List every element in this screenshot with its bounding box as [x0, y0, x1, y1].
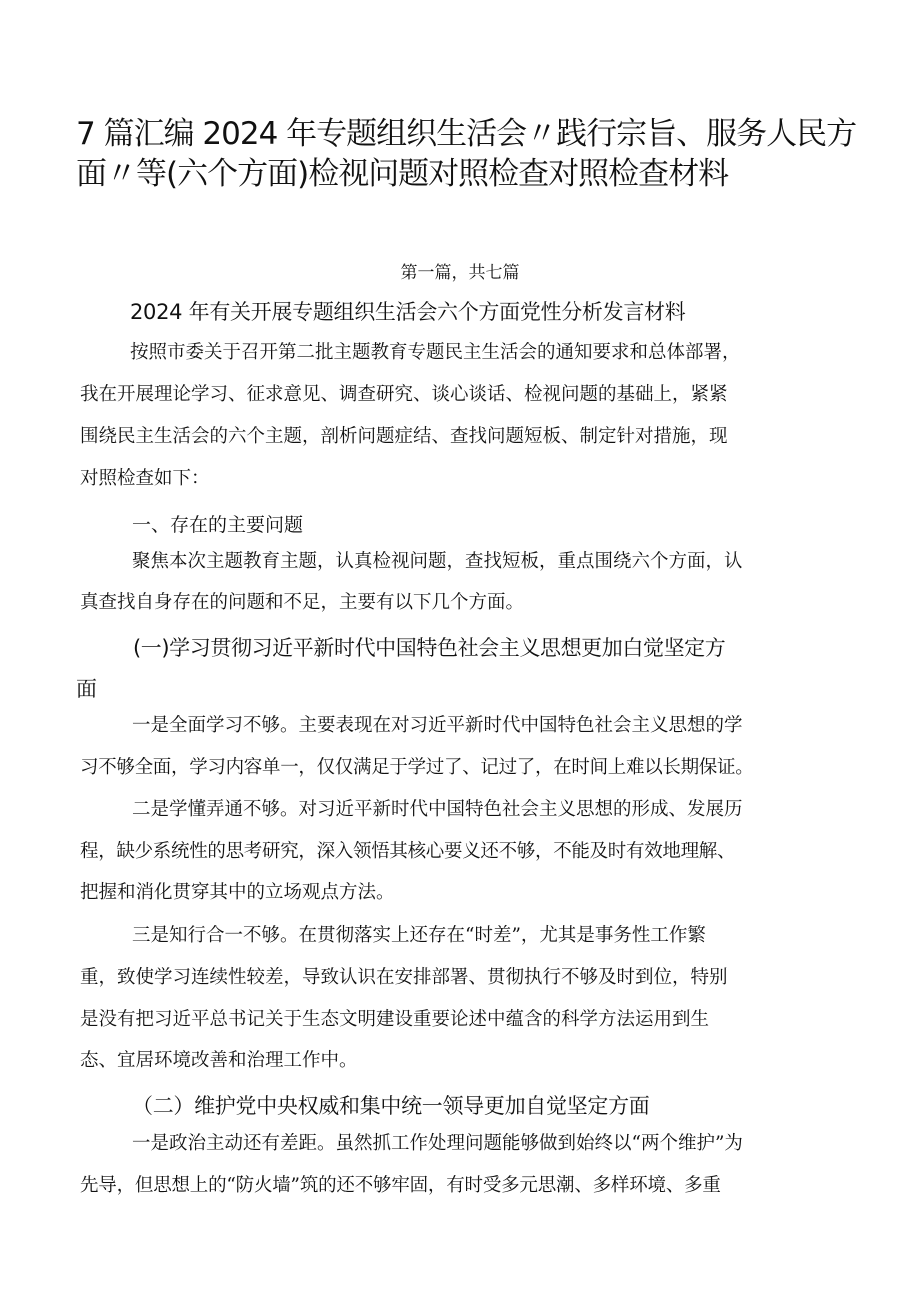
paragraph-line: 重，致使学习连续性较差，导致认识在安排部署、贯彻执行不够及时到位，特别 — [80, 967, 728, 988]
part-label: 第一篇，共七篇 — [400, 263, 520, 283]
paragraph-line: 先导，但思想上的“防火墙”筑的还不够牢固，有时受多元思潮、多样环境、多重 — [80, 1175, 721, 1196]
intro-line: 按照市委关于召开第二批主题教育专题民主生活会的通知要求和总体部署， — [130, 342, 741, 363]
paragraph-line: 把握和消化贯穿其中的立场观点方法。 — [80, 882, 395, 903]
paragraph-line: 二是学懂弄通不够。对习近平新时代中国特色社会主义思想的形成、发展历 — [132, 799, 743, 820]
paragraph-line: 一是政治主动还有差距。虽然抓工作处理问题能够做到始终以“两个维护”为 — [132, 1133, 743, 1154]
paragraph-line: 程，缺少系统性的思考研究，深入领悟其核心要义还不够，不能及时有效地理解、 — [80, 841, 736, 862]
paragraph-line: 习不够全面，学习内容单一，仅仅满足于学过了、记过了，在时间上难以长期保证。 — [80, 757, 754, 778]
title-line-2: 面〃等(六个方面)检视问题对照检查对照检查材料 — [76, 156, 729, 192]
subsection-heading: （二）维护党中央权威和集中统一领导更加自觉坚定方面 — [132, 1094, 650, 1118]
paragraph-line: 三是知行合一不够。在贯彻落实上还存在“时差”，尤其是事务性工作繁 — [132, 925, 706, 946]
section-heading: 一、存在的主要问题 — [132, 514, 304, 536]
intro-line: 我在开展理论学习、征求意见、调查研究、谈心谈话、检视问题的基础上，紧紧 — [80, 384, 728, 405]
paragraph-line: 是没有把习近平总书记关于生态文明建设重要论述中蕴含的科学方法运用到生 — [80, 1009, 710, 1030]
subsection-heading: 面 — [76, 677, 97, 701]
title-line-1: 7 篇汇编 2024 年专题组织生活会〃践行宗旨、服务人民方 — [76, 116, 857, 152]
section-text-line: 聚焦本次主题教育主题，认真检视问题，查找短板，重点围绕六个方面，认 — [132, 551, 743, 572]
section-text-line: 真查找自身存在的问题和不足，主要有以下几个方面。 — [80, 592, 525, 613]
speech-subtitle: 2024 年有关开展专题组织生活会六个方面党性分析发言材料 — [130, 300, 686, 324]
intro-line: 对照检查如下： — [80, 468, 210, 489]
intro-line: 围绕民主生活会的六个主题，剖析问题症结、查找问题短板、制定针对措施，现 — [80, 426, 728, 447]
document-title — [76, 114, 876, 194]
paragraph-line: 一是全面学习不够。主要表现在对习近平新时代中国特色社会主义思想的学 — [132, 715, 743, 736]
paragraph-line: 态、宜居环境改善和治理工作中。 — [80, 1050, 358, 1071]
subsection-heading: (一)学习贯彻习近平新时代中国特色社会主义思想更加白觉坚定方 — [133, 636, 726, 660]
